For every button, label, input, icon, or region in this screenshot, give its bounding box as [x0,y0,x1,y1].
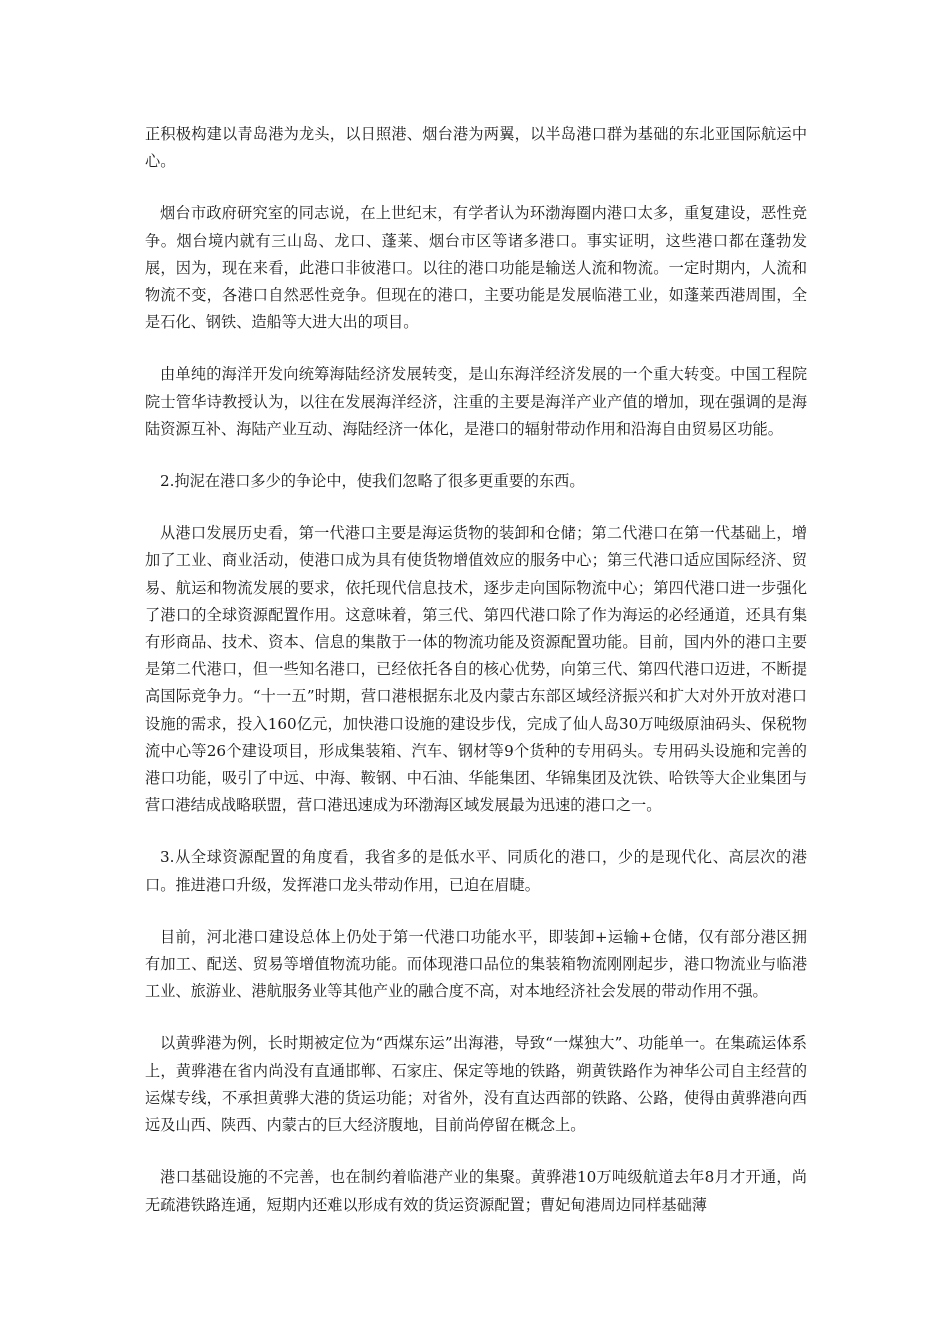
document-body [145,121,807,1244]
paragraph-3: 由单纯的海洋开发向统筹海陆经济发展转变，是山东海洋经济发展的一个重大转变。中国工程院院士管华诗教授认为，以往在发展海洋经济，注重的主要是海洋产业产值的增加，现在强调的是海陆资源互补、海陆产业互动、海陆经济一体化，是港口的辐射带动作用和沿海自由贸易区功能。 [145,365,807,438]
paragraph-7: 目前，河北港口建设总体上仍处于第一代港口功能水平，即装卸+运输+仓储，仅有部分港区拥有加工、配送、贸易等增值物流功能。而体现港口品位的集装箱物流刚刚起步，港口物流业与临港工业、旅游业、港航服务业等其他产业的融合度不高，对本地经济社会发展的带动作用不强。 [145,927,807,1001]
paragraph-8: 以黄骅港为例，长时期被定位为“西煤东运”出海港，导致“一煤独大”、功能单一。在集疏运体系上，黄骅港在省内尚没有直通邯郸、石家庄、保定等地的铁路，朔黄铁路作为神华公司自主经营的运煤专线，不承担黄骅大港的货运功能；对省外，没有直达西部的铁路、公路，使得由黄骅港向西远及山西、陕西、内蒙古的巨大经济腹地，目前尚停留在概念上。 [145,1034,807,1135]
section-heading-3: 3.从全球资源配置的角度看，我省多的是低水平、同质化的港口，少的是现代化、高层次的港口。推进港口升级，发挥港口龙头带动作用，已迫在眉睫。 [145,848,807,894]
paragraph-5: 从港口发展历史看，第一代港口主要是海运货物的装卸和仓储；第二代港口在第一代基础上，增加了工业、商业活动，使港口成为具有使货物增值效应的服务中心；第三代港口适应国际经济、贸易、航运和物流发展的要求，依托现代信息技术，逐步走向国际物流中心；第四代港口进一步强化了港口的全球资源配置作用。这意味着，第三代、第四代港口除了作为海运的必经通道，还具有集有形商品、技术、资本、信息的集散于一体的物流功能及资源配置功能。目前，国内外的港口主要是第二代港口，但一些知名港口，已经依托各自的核心优势，向第三代、第四代港口迈进，不断提高国际竞争力。“十一五”时期，营口港根据东北及内蒙古东部区域经济振兴和扩大对外开放对港口设施的需求，投入160亿元，加快港口设施的建设步伐，完成了仙人岛30万吨级原油码头、保税物流中心等26个建设项目，形成集装箱、汽车、钢材等9个货种的专用码头。专用码头设施和完善的港口功能，吸引了中远、中海、鞍钢、中石油、华能集团、华锦集团及沈铁、哈铁等大企业集团与营口港结成战略联盟，营口港迅速成为环渤海区域发展最为迅速的港口之一。 [145,524,807,815]
paragraph-9: 港口基础设施的不完善，也在制约着临港产业的集聚。黄骅港10万吨级航道去年8月才开通，尚无疏港铁路连通，短期内还难以形成有效的货运资源配置；曹妃甸港周边同样基础薄 [145,1168,807,1214]
section-heading-2: 2.拘泥在港口多少的争论中，使我们忽略了很多更重要的东西。 [160,472,585,491]
paragraph-1: 正积极构建以青岛港为龙头，以日照港、烟台港为两翼，以半岛港口群为基础的东北亚国际航运中心。 [145,125,807,171]
paragraph-2: 烟台市政府研究室的同志说，在上世纪末，有学者认为环渤海圈内港口太多，重复建设，恶性竞争。烟台境内就有三山岛、龙口、蓬莱、烟台市区等诸多港口。事实证明，这些港口都在蓬勃发展，因为，现在来看，此港口非彼港口。以往的港口功能是输送人流和物流。一定时期内，人流和物流不变，各港口自然恶性竞争。但现在的港口，主要功能是发展临港工业，如蓬莱西港周围，全是石化、钢铁、造船等大进大出的项目。 [145,204,807,332]
